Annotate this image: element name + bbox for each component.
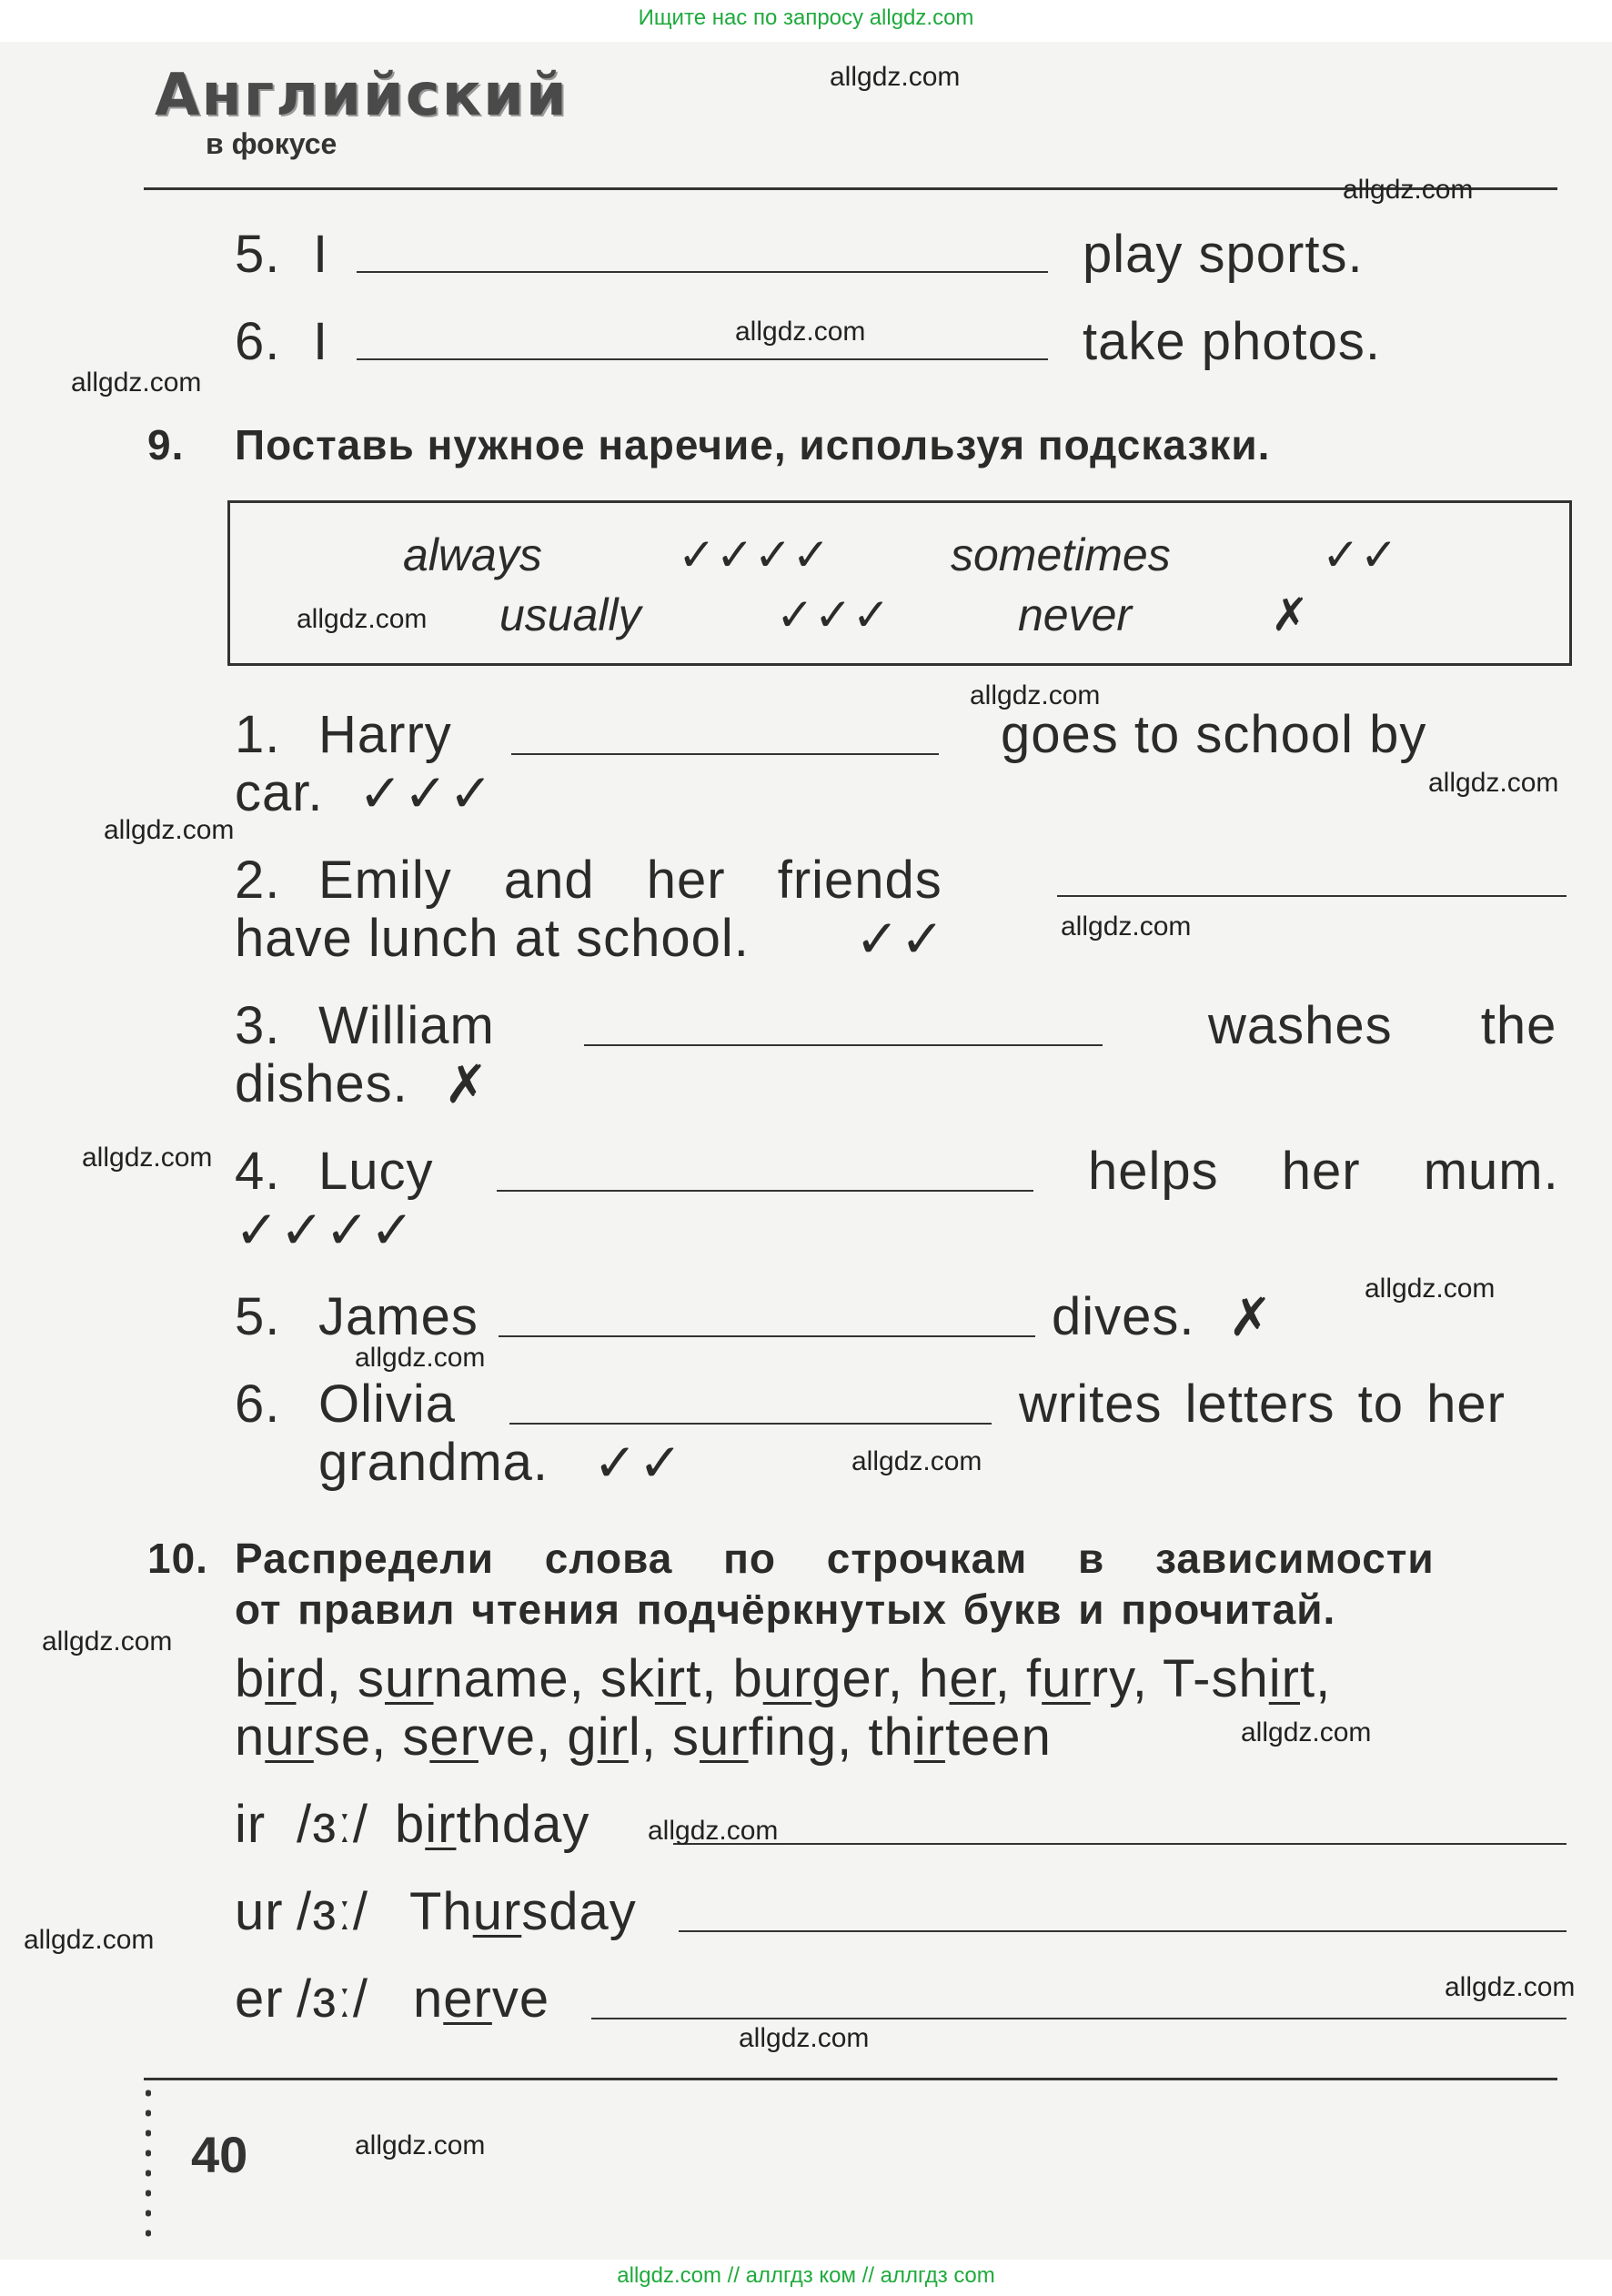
ex9-item6-subject: Olivia	[318, 1375, 457, 1434]
word-burger: burger,	[732, 1649, 904, 1708]
watermark: allgdz.com	[355, 1343, 486, 1373]
ex9-item6-marks: ✓✓	[593, 1434, 684, 1493]
watermark: allgdz.com	[1365, 1274, 1496, 1304]
ex10-word-list-2	[235, 1707, 1052, 1767]
rule-ir-letters: ir	[235, 1795, 267, 1854]
ex9-item4-rest: helps her mum.	[1088, 1142, 1559, 1201]
ex9-number: 9.	[147, 421, 185, 468]
rule-er-letters: er	[235, 1969, 284, 2029]
line-6-rest: take photos.	[1083, 312, 1381, 371]
book-logo-subtitle: в фокусе	[206, 127, 338, 160]
rule-ur-example: Thursday	[409, 1882, 637, 1941]
ex9-item5-subject: James	[318, 1287, 479, 1346]
ex9-item1-subject: Harry	[318, 705, 452, 764]
line-5-subject: I	[313, 225, 329, 284]
line-6-blank[interactable]	[357, 358, 1048, 360]
ex9-item2-num: 2.	[235, 851, 281, 910]
rule-ur-blank[interactable]	[679, 1930, 1567, 1932]
ex9-item1-rest: goes to school by	[1001, 705, 1427, 764]
ex9-item4-num: 4.	[235, 1142, 281, 1201]
line-5-num: 5.	[235, 225, 281, 284]
hint-marks-never: ✗	[1271, 589, 1309, 640]
ex9-item3-blank[interactable]	[584, 1044, 1103, 1046]
page-number: 40	[191, 2126, 248, 2183]
ex9-item6-rest: writes letters to her	[1019, 1375, 1506, 1434]
line-5-rest: play sports.	[1083, 225, 1364, 284]
watermark: allgdz.com	[830, 62, 961, 92]
watermark: allgdz.com	[648, 1816, 779, 1846]
rule-er-blank[interactable]	[591, 2018, 1567, 2019]
hint-box	[227, 500, 1572, 666]
watermark: allgdz.com	[735, 317, 866, 347]
word-skirt: skirt,	[599, 1649, 718, 1708]
ex9-item2-marks: ✓✓	[855, 910, 946, 969]
word-bird: bird,	[235, 1649, 342, 1708]
rule-ir-example: birthday	[395, 1795, 590, 1854]
rule-er-sound: /ɜː/	[297, 1969, 368, 2029]
watermark: allgdz.com	[82, 1143, 213, 1173]
ex9-item6-blank[interactable]	[509, 1423, 992, 1425]
watermark: allgdz.com	[104, 815, 235, 845]
ex9-item1-marks: ✓✓✓	[358, 764, 494, 823]
word-her: her,	[919, 1649, 1011, 1708]
word-t-shirt: T-shirt,	[1162, 1649, 1332, 1708]
ex10-title-line1: Распредели слова по строчкам в зависимости	[235, 1535, 1435, 1582]
watermark: allgdz.com	[1343, 175, 1474, 205]
hint-marks-usually: ✓✓✓	[776, 589, 891, 640]
ex10-word-list-1	[235, 1648, 1331, 1709]
line-5-blank[interactable]	[357, 271, 1048, 273]
watermark: allgdz.com	[1445, 1972, 1576, 2002]
ex9-item3-subject: William	[318, 996, 495, 1055]
ex9-item2-rest: have lunch at school.	[235, 909, 750, 968]
top-banner[interactable]: Ищите нас по запросу allgdz.com	[0, 0, 1612, 42]
rule-ur-sound: /ɜː/	[297, 1882, 368, 1941]
line-6-num: 6.	[235, 312, 281, 371]
rule-ir-sound: /ɜː/	[297, 1795, 368, 1854]
ex9-item1-rest2: car.	[235, 763, 324, 822]
rule-ur-letters: ur	[235, 1882, 284, 1941]
dotted-margin	[146, 2083, 151, 2247]
ex9-item3-rest2: dishes.	[235, 1054, 408, 1113]
ex9-title: Поставь нужное наречие, используя подсказки.	[235, 421, 1271, 468]
ex9-item4-subject: Lucy	[318, 1142, 434, 1201]
book-logo-title: Английский	[155, 62, 569, 129]
word-surfing: surfing,	[672, 1707, 853, 1767]
watermark: allgdz.com	[851, 1446, 982, 1476]
ex9-item1-blank[interactable]	[511, 753, 939, 755]
rule-er-example: nerve	[413, 1969, 550, 2029]
hint-word-never: never	[1018, 589, 1133, 640]
word-furry: furry,	[1026, 1649, 1148, 1708]
ex9-item6-rest2: grandma.	[318, 1433, 549, 1492]
hint-word-usually: usually	[499, 589, 641, 640]
watermark: allgdz.com	[42, 1626, 173, 1657]
hint-marks-sometimes: ✓✓	[1322, 529, 1398, 580]
watermark: allgdz.com	[1241, 1717, 1372, 1747]
word-surname: surname,	[357, 1649, 585, 1708]
watermark: allgdz.com	[739, 2023, 870, 2053]
watermark: allgdz.com	[1061, 911, 1192, 942]
ex9-item3-num: 3.	[235, 996, 281, 1055]
watermark: allgdz.com	[970, 680, 1101, 710]
ex9-item5-marks: ✗	[1228, 1288, 1274, 1347]
watermark: allgdz.com	[297, 604, 428, 634]
hint-word-sometimes: sometimes	[951, 529, 1171, 580]
word-thirteen: thirteen	[868, 1707, 1052, 1767]
footer-rule	[144, 2078, 1557, 2080]
bottom-banner[interactable]: allgdz.com // аллгдз ком // аллгдз com	[0, 2260, 1612, 2296]
hint-word-always: always	[403, 529, 542, 580]
ex9-item5-num: 5.	[235, 1287, 281, 1346]
ex9-item4-blank[interactable]	[497, 1190, 1033, 1192]
word-serve: serve,	[402, 1707, 552, 1767]
ex9-item3-marks: ✗	[444, 1055, 489, 1114]
watermark: allgdz.com	[355, 2130, 486, 2160]
watermark: allgdz.com	[24, 1925, 155, 1955]
ex9-item5-rest: dives.	[1052, 1287, 1195, 1346]
watermark: allgdz.com	[1428, 768, 1559, 798]
hint-marks-always: ✓✓✓✓	[678, 529, 831, 580]
ex10-number: 10.	[147, 1535, 208, 1582]
ex9-item1-num: 1.	[235, 705, 281, 764]
ex9-item5-blank[interactable]	[499, 1335, 1035, 1337]
ex9-item2-subject: Emily and her friends	[318, 851, 942, 910]
ex10-title-line2: от правил чтения подчёркнутых букв и прочитай.	[235, 1586, 1336, 1633]
word-nurse: nurse,	[235, 1707, 388, 1767]
word-girl: girl,	[567, 1707, 657, 1767]
ex9-item2-blank[interactable]	[1057, 895, 1567, 897]
line-6-subject: I	[313, 312, 329, 371]
ex9-item3-rest: washes the	[1208, 996, 1557, 1055]
ex9-item4-marks: ✓✓✓✓	[235, 1201, 416, 1260]
watermark: allgdz.com	[71, 368, 202, 398]
ex9-item6-num: 6.	[235, 1375, 281, 1434]
rule-ir-blank[interactable]	[673, 1843, 1567, 1845]
